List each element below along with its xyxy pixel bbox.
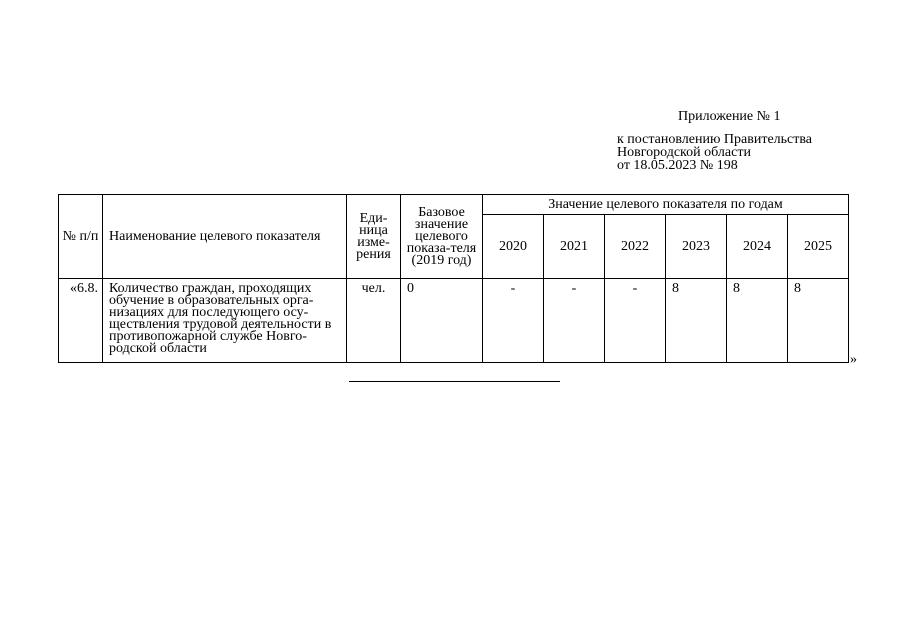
appendix-title: Приложение № 1 [678,109,781,124]
target-indicators-table [58,194,849,363]
header-years-group: Значение целевого показателя по годам [483,195,849,215]
appendix-line-3: от 18.05.2023 № 198 [617,158,738,173]
header-name: Наименование целевого показателя [103,195,347,279]
row-value-2020: - [483,279,544,363]
header-year: 2025 [788,215,849,279]
row-value-2021: - [544,279,605,363]
closing-quote: » [850,352,857,367]
header-year: 2024 [727,215,788,279]
row-value-2024: 8 [727,279,788,363]
table-row [59,279,849,363]
row-unit: чел. [347,279,401,363]
header-number: № п/п [59,195,103,279]
header-year: 2020 [483,215,544,279]
appendix-line-1: к постановлению Правительства [617,132,813,147]
row-value-2025: 8 [788,279,849,363]
row-value-2022: - [605,279,666,363]
row-name: Количество граждан, проходящих обучение в образовательных орга-низациях для последующего осу-ществления трудовой деятельности в противопожарной службе Новго-родской области [103,279,347,363]
header-unit: Еди-ница изме-рения [347,195,401,279]
appendix-line-2: Новгородской области [617,145,751,160]
header-year: 2023 [666,215,727,279]
row-base-value: 0 [401,279,483,363]
row-value-2023: 8 [666,279,727,363]
separator-line [349,381,560,382]
appendix-header [617,110,812,172]
header-year: 2022 [605,215,666,279]
row-number: «6.8. [59,279,103,363]
header-year: 2021 [544,215,605,279]
header-base-value: Базовое значение целевого показа-теля (2019 год) [401,195,483,279]
